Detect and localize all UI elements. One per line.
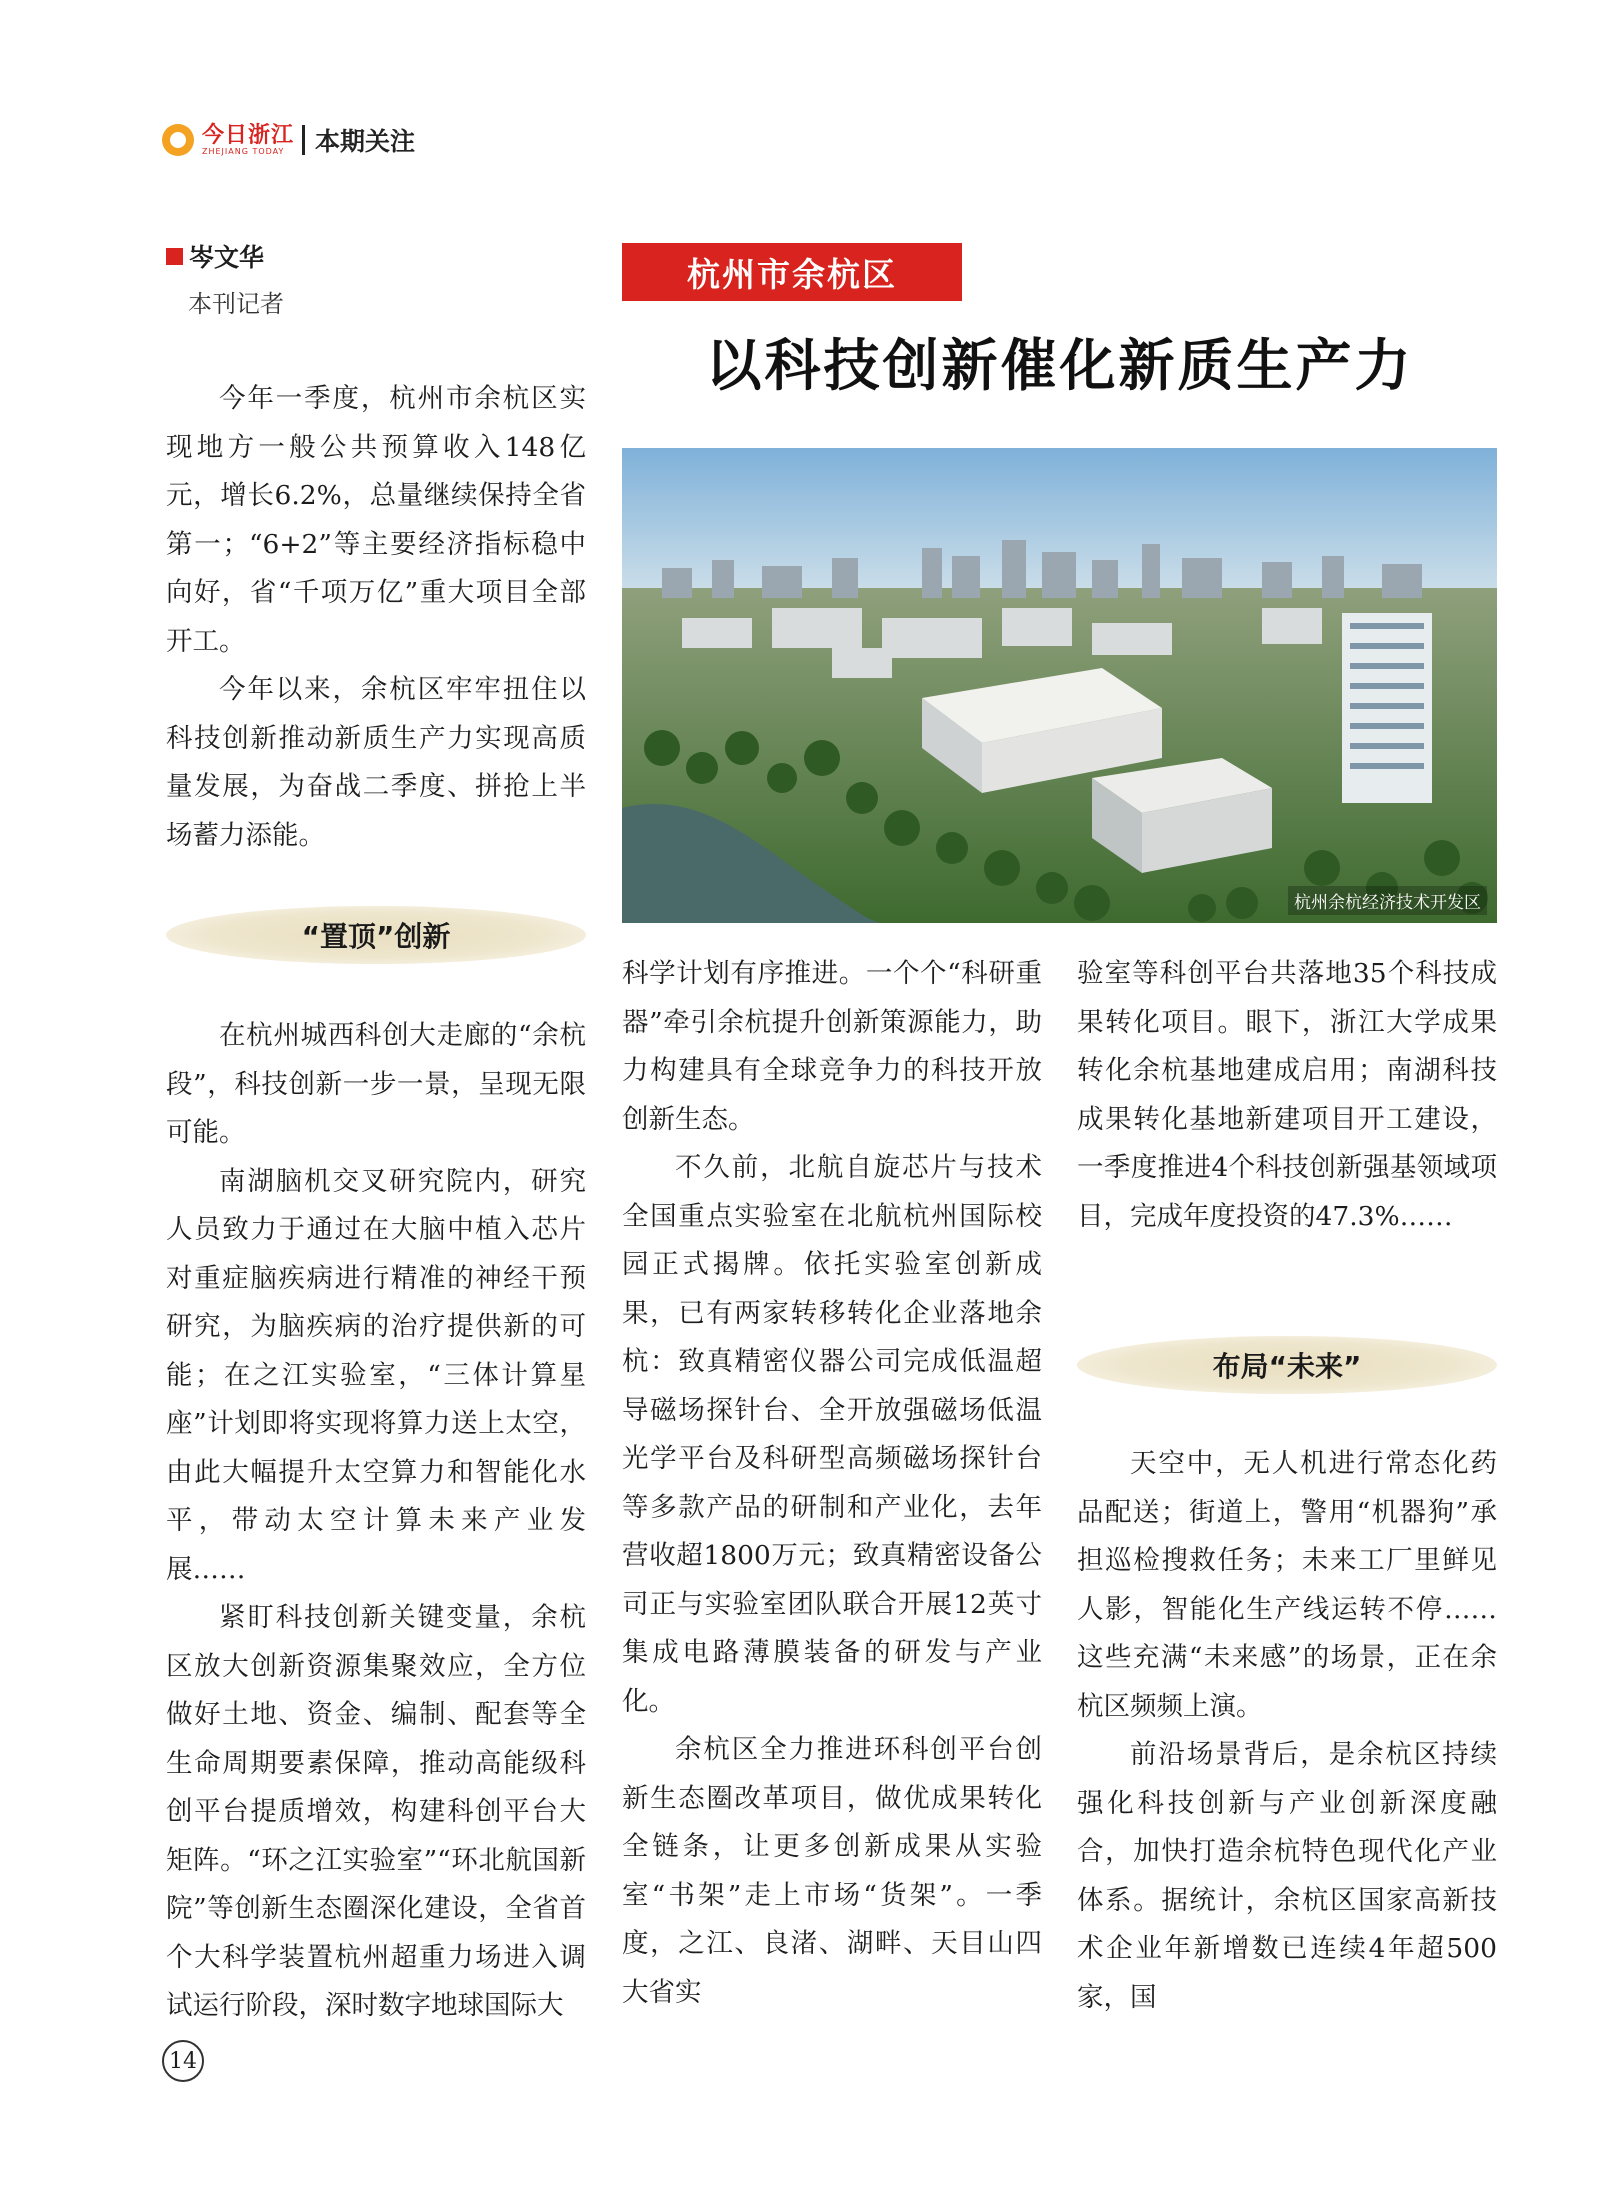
paragraph: 不久前，北航自旋芯片与技术全国重点实验室在北航杭州国际校园正式揭牌。依托实验室创新成果，已有两家转移转化企业落地余杭：致真精密仪器公司完成低温超导磁场探针台、全开放强磁场低温光学平台及科研型高频磁场探针台等多款产品的研制和产业化，去年营收超1800万元；致真精密设备公司正与实验室团队联合开展12英寸集成电路薄膜装备的研发与产业化。: [622, 1152, 1042, 1717]
column-3: [1077, 950, 1497, 1241]
page-number: 14: [162, 2040, 204, 2082]
paragraph: 余杭区全力推进环科创平台创新生态圈改革项目，做优成果转化全链条，让更多创新成果从实验室“书架”走上市场“货架”。一季度，之江、良渚、湖畔、天目山四大省实: [622, 1734, 1042, 2008]
aerial-photo-illustration: [622, 448, 1497, 923]
byline: [166, 238, 284, 319]
author-name-row: [166, 238, 284, 274]
paragraph: 在杭州城西科创大走廊的“余杭段”，科技创新一步一景，呈现无限可能。: [166, 1020, 586, 1148]
magazine-logo-icon: [162, 124, 194, 156]
paragraph: 今年以来，余杭区牢牢扭住以科技创新推动新质生产力实现高质量发展，为奋战二季度、拼抢上半场蓄力添能。: [166, 674, 586, 851]
paragraph: 南湖脑机交叉研究院内，研究人员致力于通过在大脑中植入芯片对重症脑疾病进行精准的神经干预研究，为脑疾病的治疗提供新的可能；在之江实验室，“三体计算星座”计划即将实现将算力送上太空，由此大幅提升太空算力和智能化水平，带动太空计算未来产业发展……: [166, 1165, 586, 1585]
logo-subtext: ZHEJIANG TODAY: [202, 147, 285, 156]
paragraph: 今年一季度，杭州市余杭区实现地方一般公共预算收入148亿元，增长6.2%，总量继续保持全省第一；“6+2”等主要经济指标稳中向好，省“千项万亿”重大项目全部开工。: [166, 383, 586, 657]
header-divider: [302, 125, 305, 155]
magazine-logo: [202, 124, 294, 156]
photo-caption: 杭州余杭经济技术开发区: [1288, 886, 1487, 915]
paragraph: 紧盯科技创新关键变量，余杭区放大创新资源集聚效应，全方位做好土地、资金、编制、配套等全生命周期要素保障，推动高能级科创平台提质增效，构建科创平台大矩阵。“环之江实验室”“环北航国新院”等创新生态圈深化建设，全省首个大科学装置杭州超重力场进入调试运行阶段，深时数字地球国际大: [166, 1602, 586, 2021]
logo-text: 今日浙江: [202, 122, 295, 148]
paragraph: 天空中，无人机进行常态化药品配送；街道上，警用“机器狗”承担巡检搜救任务；未来工厂里鲜见人影，智能化生产线运转不停……这些充满“未来感”的场景，正在余杭区频频上演。: [1077, 1448, 1497, 1722]
magazine-header: [162, 118, 415, 162]
author-role: 本刊记者: [188, 290, 284, 318]
column-3-continued: [1077, 1440, 1497, 2022]
paragraph: 前沿场景背后，是余杭区持续强化科技创新与产业创新深度融合，加快打造余杭特色现代化产业体系。据统计，余杭区国家高新技术企业年新增数已连续4年超500家，国: [1077, 1739, 1497, 2013]
column-2: [622, 950, 1042, 2017]
column-1-continued: [166, 1012, 586, 2031]
subheading-future: 布局“未来”: [1077, 1336, 1497, 1394]
author-name: 岑文华: [189, 243, 265, 272]
region-badge: 杭州市余杭区: [622, 243, 962, 301]
paragraph: 科学计划有序推进。一个个“科研重器”牵引余杭提升创新策源能力，助力构建具有全球竞争力的科技开放创新生态。: [622, 958, 1042, 1135]
article-headline: 以科技创新催化新质生产力: [705, 333, 1414, 399]
red-square-icon: [166, 248, 183, 265]
column-1: [166, 375, 586, 860]
subheading-innovation: “置顶”创新: [166, 906, 586, 964]
section-title: 本期关注: [315, 127, 416, 156]
aerial-photo: [622, 448, 1497, 923]
paragraph: 验室等科创平台共落地35个科技成果转化项目。眼下，浙江大学成果转化余杭基地建成启用；南湖科技成果转化基地新建项目开工建设，一季度推进4个科技创新强基领域项目，完成年度投资的47.3%……: [1077, 958, 1497, 1232]
